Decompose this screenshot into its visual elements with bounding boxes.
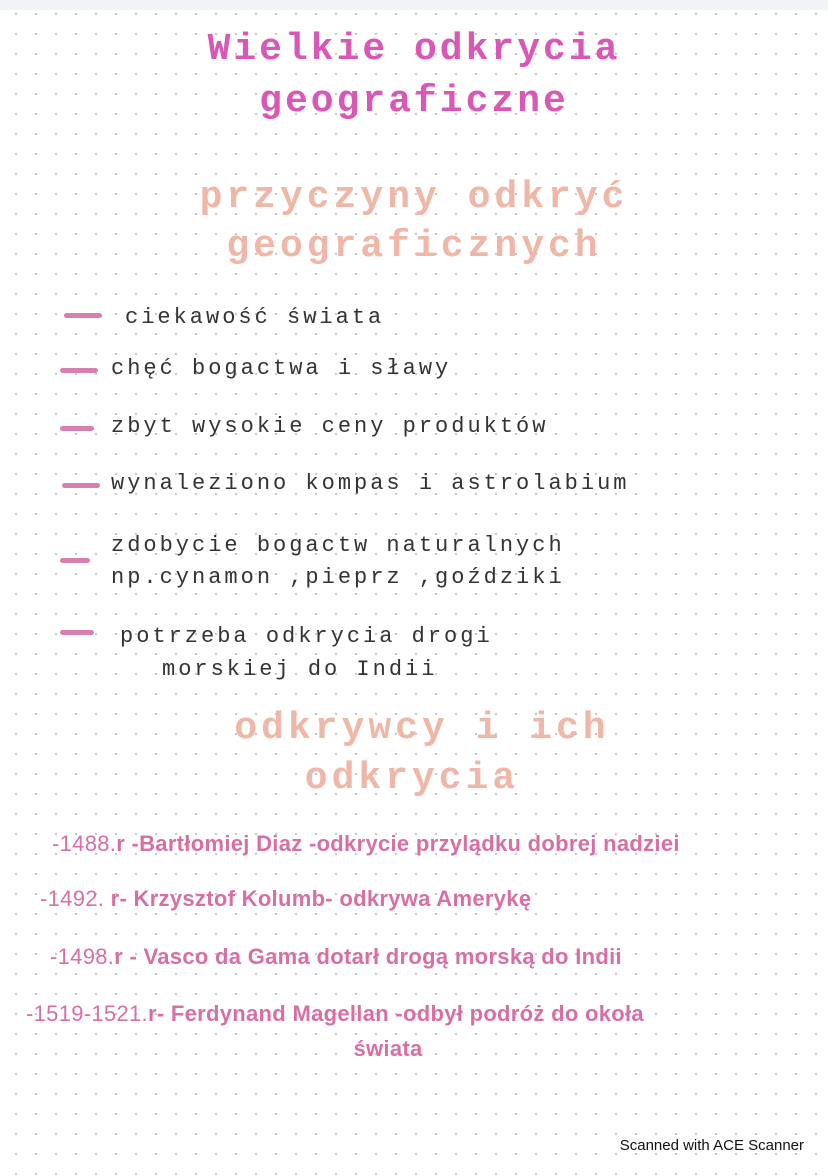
discovery-item-line2: świata: [353, 1036, 423, 1061]
discovery-text: - Vasco da Gama dotarł drogą morską do Indii: [123, 944, 622, 969]
discovery-item: [50, 944, 622, 970]
discovery-year-suffix: r-: [147, 1001, 165, 1026]
bullet-dash: [60, 558, 90, 563]
cause-item: wynaleziono kompas i astrolabium: [111, 471, 630, 496]
bullet-dash: [62, 483, 100, 488]
discovery-year: -1492.: [40, 886, 105, 911]
causes-heading-line1: przyczyny odkryć: [199, 176, 629, 219]
discovery-text: Krzysztof Kolumb- odkrywa Amerykę: [127, 886, 532, 911]
discovery-year-suffix: r-: [104, 886, 128, 911]
discovery-item: [52, 831, 680, 857]
cause-item-line1: potrzeba odkrycia drogi: [120, 624, 493, 649]
discovery-text: -Bartłomiej Diaz -odkrycie przylądku dobrej nadziei: [125, 831, 680, 856]
discovery-item: [26, 1001, 644, 1027]
cause-item: zbyt wysokie ceny produktów: [111, 414, 549, 439]
causes-heading-line2: geograficznych: [226, 225, 602, 268]
discoverers-heading-line1: odkrywcy i ich: [234, 707, 610, 750]
discovery-text: Ferdynand Magellan -odbył podróż do okoła: [164, 1001, 644, 1026]
discovery-year: -1519-1521.: [26, 1001, 148, 1026]
cause-item-line1: zdobycie bogactw naturalnych: [111, 533, 565, 558]
cause-item-line2: morskiej do Indii: [162, 657, 438, 682]
bullet-dash: [64, 313, 102, 318]
page-title-line1: Wielkie odkrycia: [207, 28, 621, 71]
discovery-year: -1488.: [52, 831, 117, 856]
scan-top-band: [0, 0, 828, 10]
discovery-year-suffix: r: [116, 831, 126, 856]
scanner-watermark: Scanned with ACE Scanner: [619, 1137, 804, 1154]
cause-item-line2: np.cynamon ,pieprz ,goździki: [111, 565, 565, 590]
discovery-year-suffix: r: [114, 944, 124, 969]
bullet-dash: [60, 630, 94, 635]
cause-item: ciekawość świata: [125, 305, 385, 330]
discoverers-heading-line2: odkrycia: [304, 757, 520, 800]
discovery-item: [40, 886, 531, 912]
bullet-dash: [60, 426, 94, 431]
page-title-line2: geograficzne: [259, 80, 569, 123]
cause-item: chęć bogactwa i sławy: [111, 356, 452, 381]
discovery-year: -1498.: [50, 944, 115, 969]
bullet-dash: [60, 368, 98, 373]
